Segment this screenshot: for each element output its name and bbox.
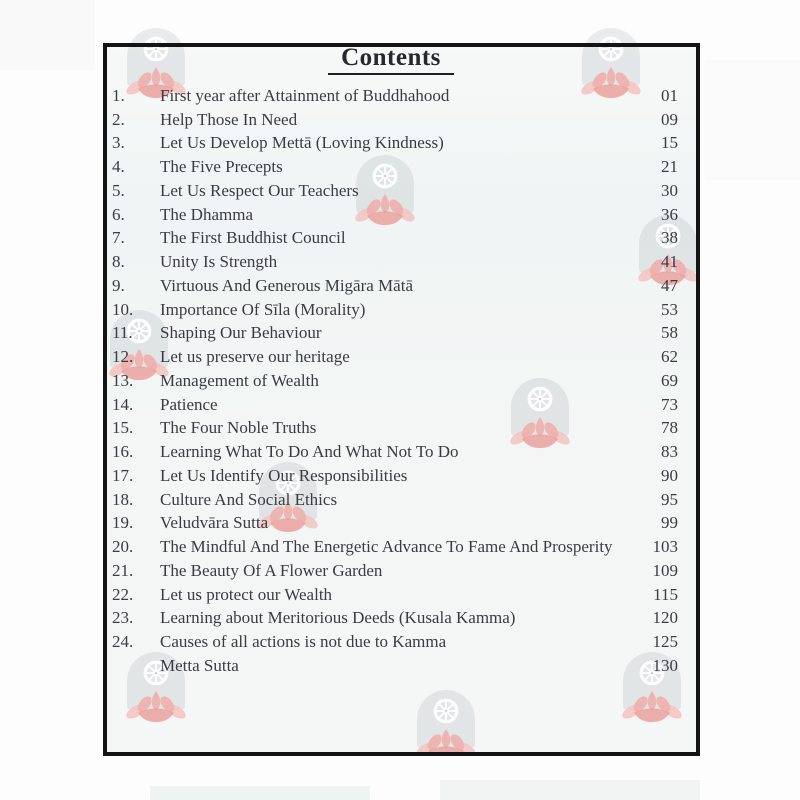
- toc-entry-title: Let us preserve our heritage: [160, 347, 350, 367]
- toc-entry-number: 19.: [112, 513, 134, 533]
- toc-row: [112, 369, 678, 393]
- buddhist-watermark: [417, 690, 475, 762]
- toc-entry-title: The Dhamma: [160, 204, 253, 224]
- toc-row: [112, 559, 678, 583]
- toc-entry-title: The Four Noble Truths: [160, 418, 317, 438]
- toc-entry-title: Virtuous And Generous Migāra Mātā: [160, 275, 413, 295]
- lotus-flower-icon: [414, 728, 478, 762]
- scan-artifact: [0, 0, 95, 70]
- toc-entry-number: 6.: [112, 204, 125, 224]
- toc-entry-title: Shaping Our Behaviour: [160, 323, 322, 343]
- dharma-wheel-icon: [140, 33, 172, 65]
- toc-entry-title: Management of Wealth: [160, 370, 319, 390]
- toc-entry-title: Let us protect our Wealth: [160, 584, 333, 604]
- toc-row: [112, 583, 678, 607]
- toc-entry-number: 23.: [112, 608, 134, 628]
- toc-entry-page: 109: [652, 560, 678, 580]
- toc-row: [112, 155, 678, 179]
- lotus-flower-icon: [124, 690, 188, 724]
- toc-entry-page: 95: [661, 489, 678, 509]
- toc-entry-number: 10.: [112, 299, 134, 319]
- toc-row: [112, 227, 678, 251]
- toc-row: [112, 630, 678, 654]
- toc-entry-title: First year after Attainment of Buddhahood: [160, 85, 450, 105]
- toc-row: [112, 250, 678, 274]
- toc-row: [112, 393, 678, 417]
- toc-row: [112, 512, 678, 536]
- toc-entry-page: 69: [661, 370, 678, 390]
- toc-entry-page: 103: [652, 537, 678, 557]
- toc-entry-number: 21.: [112, 560, 134, 580]
- toc-entry-title: Causes of all actions is not due to Kamma: [160, 632, 447, 652]
- toc-entry-number: 22.: [112, 584, 134, 604]
- toc-entry-number: 18.: [112, 489, 134, 509]
- dharma-wheel-icon: [595, 33, 627, 65]
- toc-entry-number: 12.: [112, 347, 134, 367]
- toc-row: [112, 132, 678, 156]
- toc-row: [112, 84, 678, 108]
- toc-entry-title: Patience: [160, 394, 218, 414]
- toc-entry-page: 125: [652, 632, 678, 652]
- toc-row: [112, 298, 678, 322]
- toc-entry-number: 13.: [112, 370, 134, 390]
- toc-entry-title: The Mindful And The Energetic Advance To Fame And Prosperity: [160, 537, 613, 557]
- toc-entry-title: The Beauty Of A Flower Garden: [160, 560, 383, 580]
- toc-entry-title: Let Us Respect Our Teachers: [160, 180, 359, 200]
- toc-entry-title: Veludvāra Sutta: [160, 513, 269, 533]
- dharma-wheel-icon: [430, 695, 462, 727]
- toc-entry-number: 17.: [112, 465, 134, 485]
- toc-row: [112, 488, 678, 512]
- toc-entry-page: 73: [661, 394, 678, 414]
- toc-entry-number: 9.: [112, 275, 125, 295]
- toc-entry-number: 20.: [112, 537, 134, 557]
- toc-row: [112, 464, 678, 488]
- scan-artifact: [440, 780, 700, 800]
- toc-row: [112, 322, 678, 346]
- toc-entry-title: Culture And Social Ethics: [160, 489, 338, 509]
- toc-entry-page: 15: [661, 133, 678, 153]
- toc-entry-page: 53: [661, 299, 678, 319]
- toc-entry-number: 15.: [112, 418, 134, 438]
- toc-entry-page: 41: [661, 252, 678, 272]
- toc-row: [112, 274, 678, 298]
- toc-entry-number: 4.: [112, 157, 125, 177]
- toc-entry-title: Metta Sutta: [160, 655, 239, 675]
- toc-entry-page: 120: [652, 608, 678, 628]
- toc-entry-page: 130: [652, 655, 678, 675]
- toc-entry-page: 99: [661, 513, 678, 533]
- toc-entry-number: 16.: [112, 442, 134, 462]
- toc-entry-title: The First Buddhist Council: [160, 228, 346, 248]
- toc-entry-page: 01: [661, 85, 678, 105]
- toc-row: [112, 108, 678, 132]
- toc-entry-page: 78: [661, 418, 678, 438]
- toc-entry-title: Help Those In Need: [160, 109, 298, 129]
- toc-row: [112, 345, 678, 369]
- toc-entry-number: 5.: [112, 180, 125, 200]
- toc-entry-title: Learning about Meritorious Deeds (Kusala Kamma): [160, 608, 516, 628]
- toc-entry-number: 14.: [112, 394, 134, 414]
- toc-entry-page: 38: [661, 228, 678, 248]
- toc-row: [112, 203, 678, 227]
- toc-entry-page: 47: [661, 275, 678, 295]
- toc-entry-page: 115: [653, 584, 678, 604]
- toc-row: [112, 417, 678, 441]
- toc-entry-page: 90: [661, 465, 678, 485]
- toc-entry-number: 7.: [112, 228, 125, 248]
- toc-entry-page: 09: [661, 109, 678, 129]
- toc-entry-title: Learning What To Do And What Not To Do: [160, 442, 459, 462]
- toc-entry-page: 58: [661, 323, 678, 343]
- toc-entry-number: 8.: [112, 252, 125, 272]
- toc-entry-number: 24.: [112, 632, 134, 652]
- lotus-flower-icon: [620, 690, 684, 724]
- toc-entry-page: 36: [661, 204, 678, 224]
- scan-artifact: [705, 60, 800, 180]
- toc-entry-number: 2.: [112, 109, 125, 129]
- toc-entry-number: 1.: [112, 85, 125, 105]
- toc-entry-page: 62: [661, 347, 678, 367]
- toc-entry-title: Importance Of Sīla (Morality): [160, 299, 366, 319]
- toc-row: [112, 607, 678, 631]
- toc-entry-title: Let Us Develop Mettā (Loving Kindness): [160, 133, 444, 153]
- toc-row: [112, 440, 678, 464]
- toc-entry-page: 21: [661, 157, 678, 177]
- scan-artifact: [150, 786, 370, 800]
- toc-entry-number: 11.: [112, 323, 133, 343]
- toc-list: [112, 84, 678, 678]
- page-title: Contents: [328, 44, 454, 75]
- toc-row: [112, 535, 678, 559]
- toc-entry-page: 83: [661, 442, 678, 462]
- toc-entry-title: Unity Is Strength: [160, 252, 278, 272]
- toc-row: [112, 654, 678, 678]
- toc-row: [112, 179, 678, 203]
- toc-entry-title: Let Us Identify Our Responsibilities: [160, 465, 408, 485]
- toc-entry-title: The Five Precepts: [160, 157, 283, 177]
- page-title-wrap: [291, 44, 491, 75]
- toc-entry-number: 3.: [112, 133, 125, 153]
- toc-entry-page: 30: [661, 180, 678, 200]
